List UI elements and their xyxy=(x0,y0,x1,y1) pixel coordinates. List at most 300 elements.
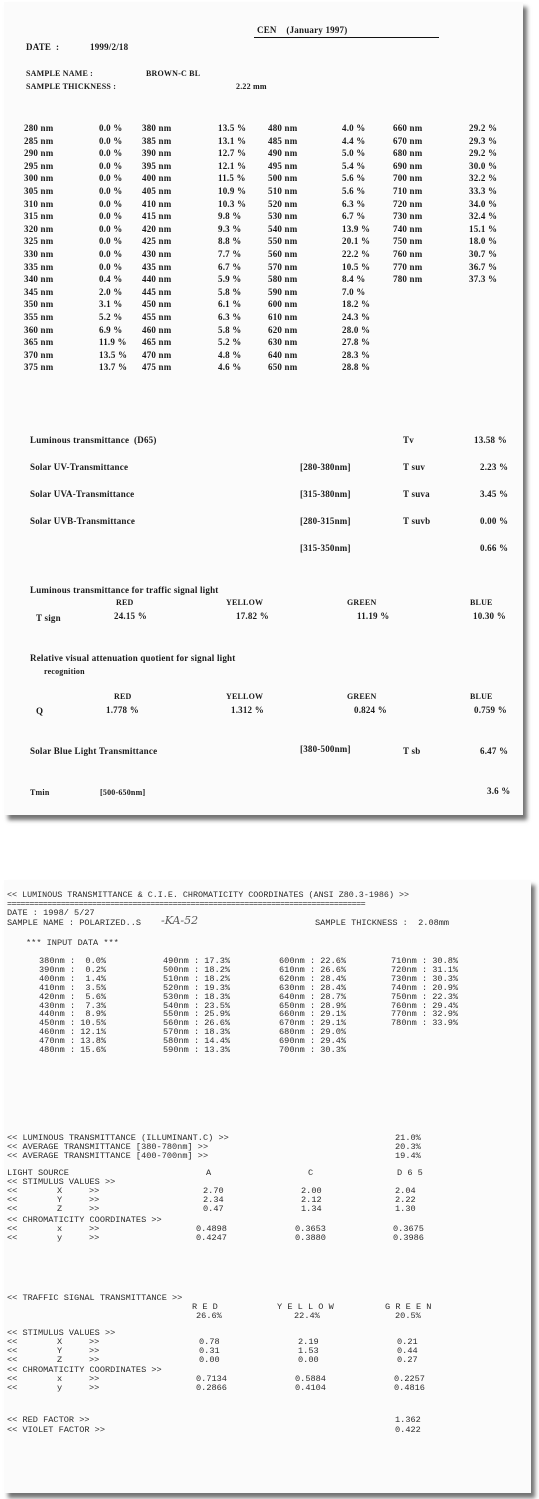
transmittance-cell: 29.3 % xyxy=(469,136,498,146)
wavelength-cell: 355 nm xyxy=(24,312,54,322)
row-marker: << xyxy=(7,1195,18,1205)
traffic-green-head: G R E E N xyxy=(385,1302,432,1312)
input-data-cell: 710nm : 30.8% xyxy=(391,956,459,966)
row-marker: << xyxy=(7,1337,18,1347)
report-title: << LUMINOUS TRANSMITTANCE & C.I.E. CHROMATICITY COORDINATES (ANSI Z80.3-1986) >> xyxy=(7,890,410,900)
traffic-signal-title: << TRAFFIC SIGNAL TRANSMITTANCE >> xyxy=(7,1293,183,1303)
input-data-cell: 410nm : 3.5% xyxy=(39,983,107,993)
transmittance-cell: 18.2 % xyxy=(342,299,371,309)
transmittance-cell: 6.7 % xyxy=(342,211,366,221)
wavelength-cell: 320 nm xyxy=(24,224,54,234)
wavelength-cell: 370 nm xyxy=(24,350,54,360)
transmittance-cell: 6.3 % xyxy=(342,199,366,209)
luminous-symbol: Tv xyxy=(403,435,414,445)
traffic-red-head: R E D xyxy=(192,1302,218,1312)
traffic-chromaticity-title: << CHROMATICITY COORDINATES >> xyxy=(7,1365,162,1375)
value-cell: 2.12 xyxy=(301,1195,322,1205)
transmittance-cell: 9.3 % xyxy=(218,224,242,234)
transmittance-cell: 3.1 % xyxy=(99,299,123,309)
transmittance-cell: 28.0 % xyxy=(342,325,371,335)
wavelength-cell: 475 nm xyxy=(142,362,172,372)
transmittance-cell: 32.4 % xyxy=(469,211,498,221)
transmittance-cell: 22.2 % xyxy=(342,249,371,259)
traffic-blue-value: 10.30 % xyxy=(473,611,506,621)
transmittance-cell: 0.0 % xyxy=(99,148,123,158)
solar-blue-value: 6.47 % xyxy=(480,746,509,756)
traffic-red-label: RED xyxy=(116,598,134,607)
wavelength-cell: 450 nm xyxy=(142,299,172,309)
input-data-cell: 540nm : 23.5% xyxy=(163,1001,231,1011)
transmittance-cell: 32.2 % xyxy=(469,173,498,183)
input-data-cell: 400nm : 1.4% xyxy=(39,974,107,984)
thickness-line: SAMPLE THICKNESS : 2.08mm xyxy=(315,918,450,928)
input-data-cell: 700nm : 30.3% xyxy=(279,1045,347,1055)
relative-blue-value: 0.759 % xyxy=(474,705,507,715)
transmittance-cell: 0.0 % xyxy=(99,211,123,221)
value-cell: 0.3986 xyxy=(393,1233,424,1243)
transmittance-cell: 0.0 % xyxy=(99,173,123,183)
input-data-cell: 440nm : 8.9% xyxy=(39,1009,107,1019)
wavelength-cell: 425 nm xyxy=(142,236,172,246)
header-underline xyxy=(254,37,439,38)
value-cell: 0.47 xyxy=(203,1204,224,1214)
violet-factor-value: 0.422 xyxy=(395,1425,421,1435)
transmittance-cell: 5.2 % xyxy=(99,312,123,322)
summary-value-1: 21.0% xyxy=(395,1133,421,1143)
red-factor-label: << RED FACTOR >> xyxy=(7,1415,90,1425)
tmin-value: 3.6 % xyxy=(487,786,511,796)
transmittance-cell: 13.5 % xyxy=(218,123,247,133)
traffic-stimulus-title: << STIMULUS VALUES >> xyxy=(7,1328,116,1338)
row-marker: << xyxy=(7,1355,18,1365)
row-arrow: >> xyxy=(89,1346,100,1356)
tmin-label: Tmin xyxy=(30,788,50,797)
transmittance-cell: 30.7 % xyxy=(469,249,498,259)
summary-value-2: 20.3% xyxy=(395,1142,421,1152)
wavelength-cell: 280 nm xyxy=(24,123,54,133)
wavelength-cell: 335 nm xyxy=(24,262,54,272)
relative-red-value: 1.778 % xyxy=(106,705,139,715)
value-cell: 2.34 xyxy=(203,1195,224,1205)
row-marker: << xyxy=(7,1204,18,1214)
wavelength-cell: 405 nm xyxy=(142,186,172,196)
transmittance-cell: 0.0 % xyxy=(99,224,123,234)
value-cell: 0.3880 xyxy=(295,1233,326,1243)
row-name: x xyxy=(57,1374,63,1384)
value-cell: 0.00 xyxy=(298,1355,319,1365)
violet-factor-label: << VIOLET FACTOR >> xyxy=(7,1425,105,1435)
luminous-label: Luminous transmittance (D65) xyxy=(30,435,157,445)
value-cell: 0.2866 xyxy=(196,1383,227,1393)
wavelength-cell: 400 nm xyxy=(142,173,172,183)
wavelength-cell: 690 nm xyxy=(393,161,423,171)
traffic-green-value: 20.5% xyxy=(395,1311,421,1321)
transmittance-cell: 5.6 % xyxy=(342,186,366,196)
value-cell: 2.04 xyxy=(395,1186,416,1196)
wavelength-cell: 670 nm xyxy=(393,136,423,146)
transmittance-cell: 11.5 % xyxy=(218,173,246,183)
wavelength-cell: 455 nm xyxy=(142,312,172,322)
transmittance-cell: 6.1 % xyxy=(218,299,242,309)
input-data-cell: 390nm : 0.2% xyxy=(39,965,107,975)
value-cell: 2.22 xyxy=(395,1195,416,1205)
wavelength-cell: 385 nm xyxy=(142,136,172,146)
wavelength-cell: 530 nm xyxy=(268,211,298,221)
input-data-cell: 560nm : 26.6% xyxy=(163,1018,231,1028)
wavelength-cell: 300 nm xyxy=(24,173,54,183)
row-marker: << xyxy=(7,1186,18,1196)
sample-name-value: BROWN-C BL xyxy=(146,69,201,78)
value-cell: 0.78 xyxy=(199,1337,220,1347)
input-data-cell: 660nm : 29.1% xyxy=(279,1009,347,1019)
wavelength-cell: 420 nm xyxy=(142,224,172,234)
wavelength-cell: 500 nm xyxy=(268,173,298,183)
transmittance-cell: 0.0 % xyxy=(99,262,123,272)
wavelength-cell: 470 nm xyxy=(142,350,172,360)
solar-blue-label: Solar Blue Light Transmittance xyxy=(30,746,158,756)
transmittance-cell: 13.9 % xyxy=(342,224,371,234)
row-arrow: >> xyxy=(89,1195,100,1205)
wavelength-cell: 375 nm xyxy=(24,362,54,372)
wavelength-cell: 720 nm xyxy=(393,199,423,209)
light-source-label: LIGHT SOURCE xyxy=(7,1168,69,1178)
value-cell: 0.2257 xyxy=(394,1374,425,1384)
transmittance-cell: 0.0 % xyxy=(99,123,123,133)
wavelength-cell: 710 nm xyxy=(393,186,423,196)
input-data-cell: 460nm : 12.1% xyxy=(39,1027,107,1037)
transmittance-cell: 29.2 % xyxy=(469,123,498,133)
wavelength-cell: 340 nm xyxy=(24,274,54,284)
transmittance-cell: 0.0 % xyxy=(99,199,123,209)
input-data-cell: 650nm : 28.9% xyxy=(279,1001,347,1011)
wavelength-cell: 600 nm xyxy=(268,299,298,309)
relative-title: Relative visual attenuation quotient for signal light xyxy=(30,653,236,663)
transmittance-cell: 5.8 % xyxy=(218,287,242,297)
input-data-cell: 430nm : 7.3% xyxy=(39,1001,107,1011)
wavelength-cell: 480 nm xyxy=(268,123,298,133)
solar-uvb-value: 0.00 % xyxy=(480,516,509,526)
input-data-cell: 510nm : 18.2% xyxy=(163,974,231,984)
stimulus-title: << STIMULUS VALUES >> xyxy=(7,1177,116,1187)
wavelength-cell: 510 nm xyxy=(268,186,298,196)
relative-red-label: RED xyxy=(114,692,132,701)
solar-uva-label: Solar UVA-Transmittance xyxy=(30,489,135,499)
sample-name-label: SAMPLE NAME : xyxy=(26,69,94,78)
traffic-yellow-value: 17.82 % xyxy=(236,611,269,621)
summary-line-3: << AVERAGE TRANSMITTANCE [400-700nm] >> xyxy=(7,1151,209,1161)
traffic-red-value: 24.15 % xyxy=(114,611,147,621)
wavelength-cell: 580 nm xyxy=(268,274,298,284)
sample-thickness-label: SAMPLE THICKNESS : xyxy=(26,82,117,91)
relative-yellow-value: 1.312 % xyxy=(231,705,264,715)
row-name: Y xyxy=(57,1195,63,1205)
transmittance-cell: 30.0 % xyxy=(469,161,498,171)
transmittance-cell: 15.1 % xyxy=(469,224,498,234)
date-line: DATE : 1998/ 5/27 xyxy=(7,908,95,918)
transmittance-cell: 8.8 % xyxy=(218,236,242,246)
row-arrow: >> xyxy=(89,1204,100,1214)
value-cell: 0.4247 xyxy=(196,1233,227,1243)
tmin-range: [500-650nm] xyxy=(100,788,146,797)
solar-uvb-range: [280-315nm] xyxy=(300,516,351,526)
input-data-cell: 470nm : 13.8% xyxy=(39,1036,107,1046)
input-data-cell: 610nm : 26.6% xyxy=(279,965,347,975)
summary-line-2: << AVERAGE TRANSMITTANCE [380-780nm] >> xyxy=(7,1142,209,1152)
transmittance-cell: 10.5 % xyxy=(342,262,371,272)
transmittance-cell: 4.0 % xyxy=(342,123,366,133)
light-source-d65: D 6 5 xyxy=(397,1168,423,1178)
value-cell: 0.4816 xyxy=(394,1383,425,1393)
relative-green-value: 0.824 % xyxy=(354,705,387,715)
row-name: X xyxy=(57,1186,63,1196)
row-arrow: >> xyxy=(89,1233,100,1243)
input-data-title: *** INPUT DATA *** xyxy=(26,938,119,948)
solar-uv-label: Solar UV-Transmittance xyxy=(30,462,129,472)
input-data-cell: 420nm : 5.6% xyxy=(39,992,107,1002)
wavelength-cell: 295 nm xyxy=(24,161,54,171)
row-marker: << xyxy=(7,1383,18,1393)
wavelength-cell: 750 nm xyxy=(393,236,423,246)
row-arrow: >> xyxy=(89,1337,100,1347)
input-data-cell: 620nm : 28.4% xyxy=(279,974,347,984)
input-data-cell: 640nm : 28.7% xyxy=(279,992,347,1002)
row-marker: << xyxy=(7,1224,18,1234)
transmittance-cell: 5.0 % xyxy=(342,148,366,158)
value-cell: 0.4898 xyxy=(196,1224,227,1234)
traffic-yellow-label: YELLOW xyxy=(226,598,264,607)
input-data-cell: 720nm : 31.1% xyxy=(391,965,459,975)
extra-range-value: 0.66 % xyxy=(480,543,509,553)
transmittance-cell: 36.7 % xyxy=(469,262,498,272)
wavelength-cell: 290 nm xyxy=(24,148,54,158)
input-data-cell: 760nm : 29.4% xyxy=(391,1001,459,1011)
wavelength-cell: 410 nm xyxy=(142,199,172,209)
relative-yellow-label: YELLOW xyxy=(226,692,264,701)
wavelength-cell: 315 nm xyxy=(24,211,54,221)
solar-uv-range: [280-380nm] xyxy=(300,462,351,472)
row-marker: << xyxy=(7,1374,18,1384)
luminous-value: 13.58 % xyxy=(474,435,507,445)
wavelength-cell: 590 nm xyxy=(268,287,298,297)
transmittance-cell: 10.3 % xyxy=(218,199,247,209)
value-cell: 0.3675 xyxy=(393,1224,424,1234)
wavelength-cell: 760 nm xyxy=(393,249,423,259)
transmittance-cell: 2.0 % xyxy=(99,287,123,297)
traffic-green-label: GREEN xyxy=(347,598,377,607)
wavelength-cell: 680 nm xyxy=(393,148,423,158)
row-name: y xyxy=(57,1233,63,1243)
date-label: DATE : xyxy=(26,42,60,52)
wavelength-cell: 445 nm xyxy=(142,287,172,297)
wavelength-cell: 390 nm xyxy=(142,148,172,158)
relative-row-label: Q xyxy=(36,706,44,716)
transmittance-cell: 11.9 % xyxy=(99,337,127,347)
transmittance-cell: 33.3 % xyxy=(469,186,498,196)
transmittance-cell: 13.7 % xyxy=(99,362,128,372)
row-arrow: >> xyxy=(89,1224,100,1234)
chromaticity-title: << CHROMATICITY COORDINATES >> xyxy=(7,1215,162,1225)
transmittance-cell: 27.8 % xyxy=(342,337,371,347)
value-cell: 0.27 xyxy=(397,1355,418,1365)
transmittance-cell: 29.2 % xyxy=(469,148,498,158)
wavelength-cell: 770 nm xyxy=(393,262,423,272)
transmittance-cell: 13.5 % xyxy=(99,350,128,360)
wavelength-cell: 520 nm xyxy=(268,199,298,209)
transmittance-cell: 5.8 % xyxy=(218,325,242,335)
wavelength-cell: 495 nm xyxy=(268,161,298,171)
wavelength-cell: 660 nm xyxy=(393,123,423,133)
transmittance-cell: 0.0 % xyxy=(99,186,123,196)
value-cell: 2.00 xyxy=(301,1186,322,1196)
transmittance-cell: 9.8 % xyxy=(218,211,242,221)
row-name: Z xyxy=(57,1204,63,1214)
wavelength-cell: 440 nm xyxy=(142,274,172,284)
value-cell: 0.00 xyxy=(199,1355,220,1365)
transmittance-cell: 12.1 % xyxy=(218,161,247,171)
input-data-cell: 550nm : 25.9% xyxy=(163,1009,231,1019)
transmittance-cell: 5.9 % xyxy=(218,274,242,284)
input-data-cell: 480nm : 15.6% xyxy=(39,1045,107,1055)
red-factor-value: 1.362 xyxy=(395,1415,421,1425)
ansi-report-page xyxy=(4,880,531,1493)
wavelength-cell: 485 nm xyxy=(268,136,298,146)
relative-subtitle: recognition xyxy=(44,667,85,676)
report-header: CEN (January 1997) xyxy=(257,25,348,35)
wavelength-cell: 560 nm xyxy=(268,249,298,259)
wavelength-cell: 740 nm xyxy=(393,224,423,234)
value-cell: 2.19 xyxy=(298,1337,319,1347)
transmittance-cell: 7.0 % xyxy=(342,287,366,297)
transmittance-cell: 7.7 % xyxy=(218,249,242,259)
transmittance-cell: 12.7 % xyxy=(218,148,247,158)
transmittance-cell: 13.1 % xyxy=(218,136,247,146)
input-data-cell: 570nm : 18.3% xyxy=(163,1027,231,1037)
value-cell: 1.30 xyxy=(395,1204,416,1214)
transmittance-cell: 28.3 % xyxy=(342,350,371,360)
input-data-cell: 490nm : 17.3% xyxy=(163,956,231,966)
solar-uv-symbol: T suv xyxy=(403,462,426,472)
light-source-c: C xyxy=(308,1168,314,1178)
relative-blue-label: BLUE xyxy=(470,692,493,701)
wavelength-cell: 490 nm xyxy=(268,148,298,158)
input-data-cell: 780nm : 33.9% xyxy=(391,1018,459,1028)
wavelength-cell: 730 nm xyxy=(393,211,423,221)
value-cell: 0.44 xyxy=(397,1346,418,1356)
summary-line-1: << LUMINOUS TRANSMITTANCE (ILLUMINANT.C) >> xyxy=(7,1133,229,1143)
transmittance-cell: 10.9 % xyxy=(218,186,247,196)
row-arrow: >> xyxy=(89,1383,100,1393)
sample-line: SAMPLE NAME : POLARIZED..S xyxy=(7,918,142,928)
traffic-blue-label: BLUE xyxy=(470,598,493,607)
traffic-title: Luminous transmittance for traffic signal light xyxy=(30,585,219,595)
transmittance-cell: 0.0 % xyxy=(99,161,123,171)
row-arrow: >> xyxy=(89,1374,100,1384)
input-data-cell: 380nm : 0.0% xyxy=(39,956,107,966)
input-data-cell: 670nm : 29.1% xyxy=(279,1018,347,1028)
input-data-cell: 530nm : 18.3% xyxy=(163,992,231,1002)
value-cell: 1.53 xyxy=(298,1346,319,1356)
transmittance-cell: 0.0 % xyxy=(99,136,123,146)
wavelength-cell: 465 nm xyxy=(142,337,172,347)
transmittance-cell: 34.0 % xyxy=(469,199,498,209)
input-data-cell: 500nm : 18.2% xyxy=(163,965,231,975)
row-name: Y xyxy=(57,1346,63,1356)
transmittance-cell: 0.0 % xyxy=(99,249,123,259)
value-cell: 0.21 xyxy=(397,1337,418,1347)
input-data-cell: 520nm : 19.3% xyxy=(163,983,231,993)
transmittance-cell: 24.3 % xyxy=(342,312,371,322)
traffic-yellow-value: 22.4% xyxy=(294,1311,320,1321)
solar-uvb-symbol: T suvb xyxy=(403,516,431,526)
transmittance-cell: 0.4 % xyxy=(99,274,123,284)
wavelength-cell: 350 nm xyxy=(24,299,54,309)
input-data-cell: 590nm : 13.3% xyxy=(163,1045,231,1055)
light-source-a: A xyxy=(206,1168,212,1178)
wavelength-cell: 650 nm xyxy=(268,362,298,372)
solar-uva-symbol: T suva xyxy=(403,489,430,499)
extra-range: [315-350nm] xyxy=(300,543,351,553)
wavelength-cell: 345 nm xyxy=(24,287,54,297)
wavelength-cell: 380 nm xyxy=(142,123,172,133)
cen-report-page xyxy=(4,2,523,815)
input-data-cell: 600nm : 22.6% xyxy=(279,956,347,966)
wavelength-cell: 430 nm xyxy=(142,249,172,259)
solar-blue-symbol: T sb xyxy=(403,746,421,756)
value-cell: 0.3653 xyxy=(295,1224,326,1234)
transmittance-cell: 5.2 % xyxy=(218,337,242,347)
sample-thickness-value: 2.22 mm xyxy=(236,82,267,91)
wavelength-cell: 570 nm xyxy=(268,262,298,272)
transmittance-cell: 0.0 % xyxy=(99,236,123,246)
input-data-cell: 750nm : 22.3% xyxy=(391,992,459,1002)
transmittance-cell: 6.7 % xyxy=(218,262,242,272)
traffic-red-value: 26.6% xyxy=(196,1311,222,1321)
transmittance-cell: 6.9 % xyxy=(99,325,123,335)
row-marker: << xyxy=(7,1233,18,1243)
transmittance-cell: 5.4 % xyxy=(342,161,366,171)
wavelength-cell: 415 nm xyxy=(142,211,172,221)
transmittance-cell: 28.8 % xyxy=(342,362,371,372)
wavelength-cell: 640 nm xyxy=(268,350,298,360)
wavelength-cell: 620 nm xyxy=(268,325,298,335)
input-data-cell: 690nm : 29.4% xyxy=(279,1036,347,1046)
wavelength-cell: 325 nm xyxy=(24,236,54,246)
traffic-row-label: T sign xyxy=(36,613,61,623)
wavelength-cell: 310 nm xyxy=(24,199,54,209)
relative-green-label: GREEN xyxy=(347,692,377,701)
value-cell: 1.34 xyxy=(301,1204,322,1214)
date-value: 1999/2/18 xyxy=(90,42,129,52)
row-name: x xyxy=(57,1224,63,1234)
transmittance-cell: 4.8 % xyxy=(218,350,242,360)
handwritten-annotation: -KA-52 xyxy=(161,914,199,927)
value-cell: 0.5884 xyxy=(295,1374,326,1384)
wavelength-cell: 330 nm xyxy=(24,249,54,259)
traffic-yellow-head: Y E L L O W xyxy=(277,1302,334,1312)
row-name: X xyxy=(57,1337,63,1347)
solar-uva-value: 3.45 % xyxy=(480,489,509,499)
value-cell: 0.4104 xyxy=(295,1383,326,1393)
value-cell: 0.7134 xyxy=(196,1374,227,1384)
wavelength-cell: 540 nm xyxy=(268,224,298,234)
transmittance-cell: 4.6 % xyxy=(218,362,242,372)
transmittance-cell: 37.3 % xyxy=(469,274,498,284)
input-data-cell: 730nm : 30.3% xyxy=(391,974,459,984)
traffic-green-value: 11.19 % xyxy=(357,611,390,621)
input-data-cell: 740nm : 20.9% xyxy=(391,983,459,993)
input-data-cell: 450nm : 10.5% xyxy=(39,1018,107,1028)
solar-uvb-label: Solar UVB-Transmittance xyxy=(30,516,136,526)
